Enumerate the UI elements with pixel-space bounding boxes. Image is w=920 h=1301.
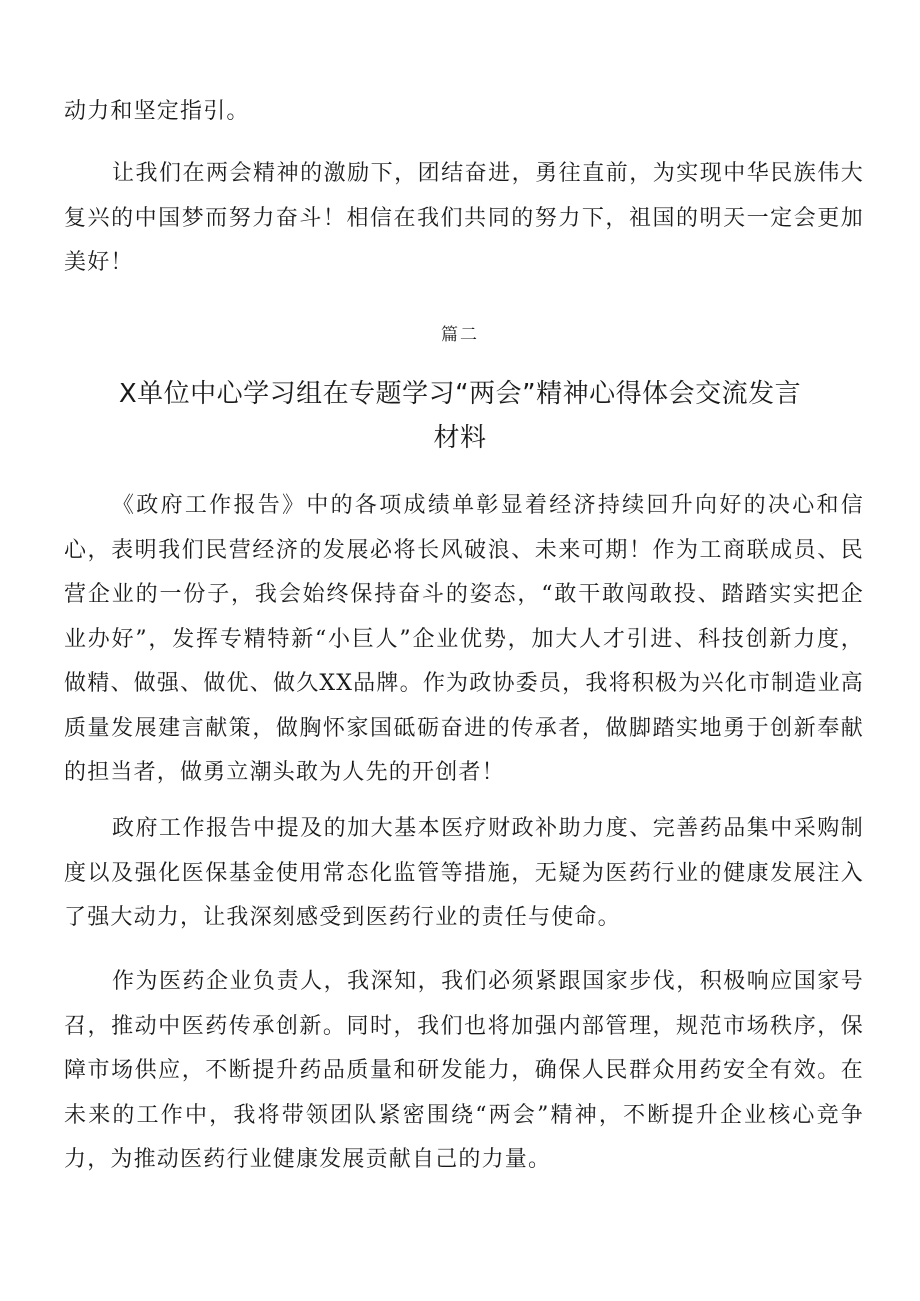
section-label: 篇二 xyxy=(441,325,479,345)
paragraph-continued: 动力和坚定指引。 xyxy=(64,99,250,124)
body-paragraph: 政府工作报告中提及的加大基本医疗财政补助力度、完善药品集中采购制度以及强化医保基金使用常态化监管等措施，无疑为医药行业的健康发展注入了强大动力，让我深刻感受到医药行业的责任与使命。 xyxy=(64,816,864,930)
paragraph-closing: 让我们在两会精神的激励下，团结奋进，勇往直前，为实现中华民族伟大复兴的中国梦而努力奋斗！相信在我们共同的努力下，祖国的明天一定会更加美好！ xyxy=(64,161,864,275)
body-paragraph: 作为医药企业负责人，我深知，我们必须紧跟国家步伐，积极响应国家号召，推动中医药传承创新。同时，我们也将加强内部管理，规范市场秩序，保障市场供应，不断提升药品质量和研发能力，确保人民群众用药安全有效。在未来的工作中，我将带领团队紧密围绕“两会”精神，不断提升企业核心竞争力，为推动医药行业健康发展贡献自己的力量。 xyxy=(64,969,864,1172)
body-paragraph: 《政府工作报告》中的各项成绩单彰显着经济持续回升向好的决心和信心，表明我们民营经济的发展必将长风破浪、未来可期！作为工商联成员、民营企业的一份子，我会始终保持奋斗的姿态，“敢干敢闯敢投、踏踏实实把企业办好”，发挥专精特新“小巨人”企业优势，加大人才引进、科技创新力度，做精、做强、做优、做久XX品牌。作为政协委员，我将积极为兴化市制造业高质量发展建言献策，做胸怀家国砥砺奋进的传承者，做脚踏实地勇于创新奉献的担当者，做勇立潮头敢为人先的开创者！ xyxy=(64,493,864,785)
document-title: X单位中心学习组在专题学习“两会”精神心得体会交流发言材料 xyxy=(118,379,802,453)
